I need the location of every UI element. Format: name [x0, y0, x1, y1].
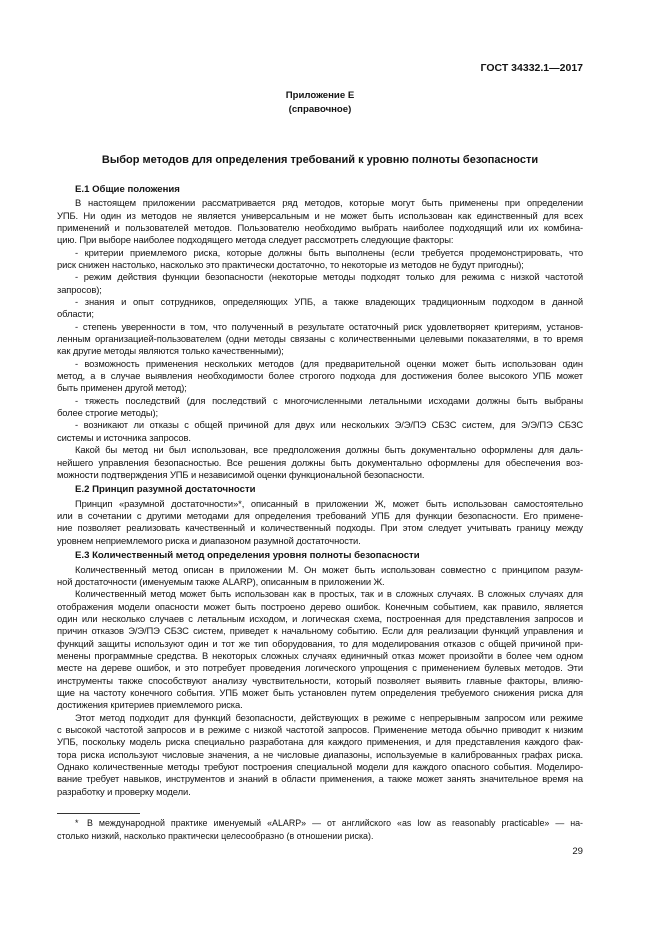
list-item [57, 321, 583, 358]
text-line: Количественный метод описан в приложении М. Он может быть использован совместно с принципом разум- [75, 563, 583, 575]
document-body [57, 184, 583, 798]
paragraph [57, 588, 583, 711]
footnote-divider [57, 813, 140, 814]
text-line: ние позволяет реализовать качественный и количественный подходы. При этом следует учитывать границу между [57, 522, 583, 534]
list-item [57, 419, 583, 444]
footnote-line: столько низкий, насколько практически целесообразно (в отношении риска). [57, 830, 374, 841]
list-item [57, 395, 583, 420]
footnote-text: В международной практике именуемый «ALARP» — от английского «as low as reasonably practicable» — на- [87, 818, 583, 828]
text-line: применений и пользователей методов. Пользователю необходимо выбрать наиболее подходящий или их комбина- [57, 221, 583, 233]
list-item [57, 296, 583, 321]
section-e2 [57, 484, 583, 547]
footnote-line [57, 817, 583, 830]
text-line: - тяжесть последствий (для последствий с многочисленными летальными исходами должны быть выбраны [75, 394, 583, 406]
text-line: быть применен другой метод); [57, 382, 187, 394]
list-item [57, 271, 583, 296]
text-line: - степень уверенности в том, что полученный в результате остаточный риск удовлетворяет критериям, установ- [75, 320, 583, 332]
text-line: можности подтверждения УПБ и независимой оценки функциональной безопасности. [57, 468, 425, 480]
text-line: УПБ, поскольку модель риска специально разработана для каждого применения, и для представления каждого фак- [57, 736, 583, 748]
annex-status: (справочное) [288, 104, 352, 115]
text-line: запросов); [57, 283, 102, 295]
paragraph [57, 197, 583, 246]
text-line: - возможность применения нескольких методов (для предварительной оценки может быть использован один [75, 357, 583, 369]
paragraph [57, 564, 583, 589]
paragraph [57, 498, 583, 547]
text-line: уровнем неприемлемого риска и диапазоном разумной достаточности. [57, 534, 361, 546]
list-item [57, 247, 583, 272]
text-line: области; [57, 308, 94, 320]
text-line: - возникают ли отказы с общей причиной для двух или нескольких Э/Э/ПЭ СБЗС систем, для Э/Э/ПЭ СБЗС [75, 419, 583, 431]
text-line: или в сочетании с другими методами для определения требований УПБ для функции безопасности. Его примене- [57, 510, 583, 522]
text-line: - режим действия функции безопасности (некоторые методы подходят только для режима с низкой частотой [75, 271, 583, 283]
text-line: системы и источника запросов. [57, 431, 191, 443]
annex-title: Приложение Е [285, 90, 355, 101]
section-heading: Е.1 Общие положения [75, 183, 180, 195]
text-line: достижения критериев приемлемого риска. [57, 699, 243, 711]
text-line: щие на частоту конечного события. УПБ может быть установлен путем определения требуемого снижения риска для [57, 686, 583, 698]
text-line: цию. При выборе наиболее подходящего метода следует рассмотреть следующие факторы: [57, 234, 454, 246]
text-line: как другие методы являются только качественными); [57, 345, 284, 357]
text-line: вание требует навыков, инструментов и знаний в области применения, а также может занять значительное время на [57, 773, 583, 785]
text-line: риск снижен настолько, насколько это практически достаточно, то некоторые из методов не будут пригодны); [57, 259, 524, 270]
text-line: УПБ. Ни один из методов не является универсальным и не может быть использован как единственный для всех [57, 209, 583, 221]
page-title: Выбор методов для определения требований к уровню полноты безопасности [101, 154, 539, 166]
text-line: ленным организацией-пользователем (одни методы связаны с количественными целевыми показателями, в то время [57, 333, 583, 345]
text-line: Количественный метод может быть использован как в простых, так и в сложных случаях. В сложных случаях для [75, 588, 583, 600]
text-line: метод, а в случае выявления необходимости более строгого подхода для достижения более высокого УПБ может [57, 370, 583, 382]
text-line: Какой бы метод ни был использован, все предположения должны быть документально оформлены для даль- [75, 444, 583, 456]
text-line: В настоящем приложении рассматривается ряд методов, которые могут быть применены при определении [75, 197, 583, 209]
text-line: - критерии приемлемого риска, которые должны быть выполнены (если требуется продемонстрировать, что [75, 246, 583, 258]
text-line: Этот метод подходит для функций безопасности, действующих в режиме с непрерывным запросом или режиме [75, 711, 583, 723]
section-e1 [57, 184, 583, 481]
list-item [57, 358, 583, 395]
section-e3 [57, 550, 583, 798]
text-line: Принцип «разумной достаточности»*, описанный в приложении Ж, может быть использован самостоятельно [75, 497, 583, 509]
text-line: инструменты также способствуют анализу чувствительности, который позволяет выявить главные факторы, влияю- [57, 674, 583, 686]
page-number: 29 [572, 846, 583, 857]
footnote-marker: * [75, 818, 79, 828]
text-line: - знания и опыт сотрудников, определяющих УПБ, а также владеющих традиционным подходом в данной [75, 296, 583, 308]
text-line: разработку и проверку модели. [57, 785, 191, 797]
text-line: Однако количественные методы требуют построения специальной модели для каждого опасного события. Моделиро- [57, 761, 583, 773]
text-line: тора риска используют числовые значения, а не числовые диапазоны, используемые в калиброванных графах риска. [57, 748, 583, 760]
paragraph [57, 444, 583, 481]
text-line: нейшего управления безопасностью. Все решения должны быть документально оформлены для обеспечения воз- [57, 456, 583, 468]
document-code: ГОСТ 34332.1—2017 [480, 62, 583, 74]
text-line: функций защиты используют один и тот же тип оборудования, то для моделирования отказов с общей причиной при- [57, 637, 583, 649]
section-heading: Е.3 Количественный метод определения уровня полноты безопасности [75, 550, 420, 562]
paragraph [57, 712, 583, 798]
annex-label [57, 89, 583, 117]
text-line: один или несколько случаев с летальным исходом, и логическая схема, построенная для представления запросов и [57, 612, 583, 624]
text-line: ной достаточности (именуемым также ALARP), описанным в приложении Ж. [57, 575, 385, 587]
text-line: с высокой частотой запросов и в режиме с низкой частотой запросов. Применение метода обычно приводит к низким [57, 724, 583, 735]
section-heading: Е.2 Принцип разумной достаточности [75, 484, 256, 496]
text-line: более строгие методы); [57, 407, 159, 419]
text-line: отображения модели опасности может быть построено дерево ошибок. Конечным событием, как правило, является [57, 600, 583, 612]
text-line: месте на дереве ошибок, и это потребует проведения логического упрощения с применением булевых методов. Эти [57, 662, 583, 674]
text-line: менены программные средства. В некоторых сложных случаях единичный отказ может произойти в более чем одном [57, 649, 583, 661]
text-line: причин отказов Э/Э/ПЭ СБЗС систем, приведет к начальному событию. Если для реализации функций управления и [57, 625, 583, 637]
footnote [57, 817, 583, 842]
